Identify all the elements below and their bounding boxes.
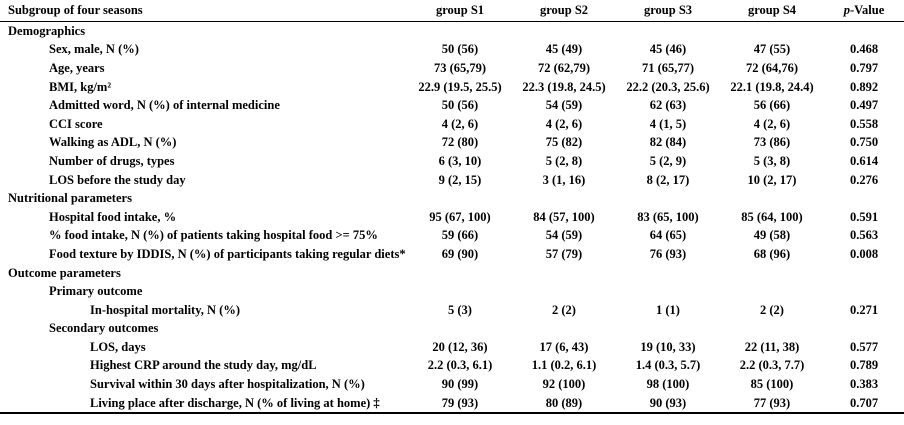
col-header-group-s1: group S1 (408, 0, 512, 22)
cell-group-s3: 71 (65,77) (641, 60, 695, 75)
cell-group-s4 (720, 22, 824, 41)
table-row (0, 152, 904, 171)
cell-pvalue: 0.591 (849, 209, 879, 224)
table-row (0, 59, 904, 78)
cell-group-s3: 19 (10, 33) (640, 339, 696, 354)
section-label: Nutritional parameters (8, 191, 132, 206)
row-label: In-hospital mortality, N (%) (90, 302, 240, 317)
cell-group-s1: 69 (90) (441, 246, 479, 261)
cell-group-s1: 4 (2, 6) (441, 116, 479, 131)
cell-group-s2: 84 (57, 100) (533, 209, 595, 224)
row-label: BMI, kg/m² (49, 79, 112, 94)
section-label: Demographics (8, 23, 86, 38)
col-header-group-s2: group S2 (512, 0, 616, 22)
pvalue-italic-p: p (843, 3, 850, 17)
row-label: Walking as ADL, N (%) (49, 135, 177, 150)
cell-group-s1: 6 (3, 10) (438, 153, 482, 168)
cell-group-s3: 5 (2, 9) (649, 153, 687, 168)
cell-group-s3: 98 (100) (646, 377, 690, 392)
table-row (0, 301, 904, 320)
cell-group-s1: 90 (99) (441, 377, 479, 392)
cell-group-s1 (408, 22, 512, 41)
cell-group-s1: 50 (56) (441, 98, 479, 113)
cell-group-s1: 50 (56) (441, 42, 479, 57)
row-label: CCI score (49, 116, 103, 131)
table-body (0, 22, 904, 414)
cell-group-s1: 72 (80) (441, 135, 479, 150)
cell-group-s2 (512, 264, 616, 283)
col-header-group-s4: group S4 (720, 0, 824, 22)
cell-group-s3: 45 (46) (649, 42, 687, 57)
cell-group-s4: 22 (11, 38) (744, 339, 800, 354)
row-label: LOS before the study day (49, 172, 186, 187)
cell-group-s3: 82 (84) (649, 135, 687, 150)
row-label: LOS, days (90, 339, 146, 354)
cell-group-s2: 75 (82) (545, 135, 583, 150)
row-label: Admitted word, N (%) of internal medicine (49, 98, 280, 113)
cell-group-s4: 2 (2) (760, 302, 784, 317)
section-row (0, 22, 904, 41)
row-label: % food intake, N (%) of patients taking hospital food >= 75% (49, 228, 378, 243)
row-label: Living place after discharge, N (% of living at home) ‡ (0, 394, 408, 414)
cell-group-s2: 2 (2) (552, 302, 576, 317)
cell-pvalue: 0.276 (849, 172, 879, 187)
pvalue-rest: -Value (849, 3, 885, 17)
cell-pvalue: 0.750 (849, 135, 879, 150)
cell-group-s2: 72 (62,79) (537, 60, 591, 75)
cell-group-s2: 80 (89) (512, 394, 616, 414)
cell-pvalue: 0.008 (849, 246, 879, 261)
cell-group-s2: 17 (6, 43) (539, 339, 589, 354)
cell-pvalue: 0.797 (849, 60, 879, 75)
cell-group-s2: 4 (2, 6) (545, 116, 583, 131)
cell-pvalue: 0.789 (849, 358, 879, 373)
cell-group-s2 (512, 189, 616, 208)
cell-group-s4: 56 (66) (753, 98, 791, 113)
cell-pvalue: 0.614 (849, 153, 879, 168)
cell-group-s3: 22.2 (20.3, 25.6) (626, 79, 710, 94)
cell-group-s1 (408, 264, 512, 283)
cell-group-s3 (616, 22, 720, 41)
table-row (0, 245, 904, 264)
cell-group-s2: 92 (100) (542, 377, 586, 392)
cell-group-s3: 76 (93) (649, 246, 687, 261)
cell-pvalue: 0.468 (849, 42, 879, 57)
cell-group-s3 (616, 320, 720, 339)
cell-group-s1 (408, 189, 512, 208)
cell-group-s3: 83 (65, 100) (637, 209, 699, 224)
section-label: Secondary outcomes (49, 321, 159, 336)
cell-group-s1: 5 (3) (448, 302, 472, 317)
cell-pvalue: 0.558 (849, 116, 879, 131)
col-header-pvalue (824, 0, 904, 22)
cell-group-s1: 73 (65,79) (433, 60, 487, 75)
cell-pvalue (824, 282, 904, 301)
cell-group-s3: 1.4 (0.3, 5.7) (635, 358, 701, 373)
cell-pvalue: 0.577 (849, 339, 879, 354)
cell-group-s4 (720, 282, 824, 301)
cell-group-s2: 45 (49) (545, 42, 583, 57)
row-label: Number of drugs, types (49, 153, 175, 168)
cell-group-s1: 79 (93) (408, 394, 512, 414)
cell-group-s1: 22.9 (19.5, 25.5) (418, 79, 502, 94)
cell-group-s1: 95 (67, 100) (429, 209, 491, 224)
cell-group-s2: 5 (2, 8) (545, 153, 583, 168)
cell-group-s4: 68 (96) (753, 246, 791, 261)
section-row (0, 189, 904, 208)
section-label: Primary outcome (49, 284, 143, 299)
cell-group-s2: 3 (1, 16) (542, 172, 586, 187)
cell-group-s3 (616, 282, 720, 301)
cell-group-s2: 54 (59) (545, 228, 583, 243)
section-label: Outcome parameters (8, 265, 121, 280)
cell-group-s4: 72 (64,76) (745, 60, 799, 75)
col-header-subgroup: Subgroup of four seasons (0, 0, 408, 22)
table-row (0, 338, 904, 357)
cell-group-s4 (720, 189, 824, 208)
cell-pvalue: 0.563 (849, 228, 879, 243)
row-label: Hospital food intake, % (49, 209, 177, 224)
table-row (0, 171, 904, 190)
row-label: Survival within 30 days after hospitalization, N (%) (90, 377, 365, 392)
cell-group-s1: 9 (2, 15) (438, 172, 482, 187)
cell-group-s4: 4 (2, 6) (753, 116, 791, 131)
cell-pvalue: 0.271 (849, 302, 879, 317)
cell-group-s2 (512, 22, 616, 41)
row-label: Highest CRP around the study day, mg/dL (90, 358, 317, 373)
cell-pvalue: 0.892 (849, 79, 879, 94)
cell-group-s4: 85 (100) (750, 377, 794, 392)
cell-group-s1 (408, 320, 512, 339)
table-row (0, 208, 904, 227)
col-header-group-s3: group S3 (616, 0, 720, 22)
cell-pvalue: 0.497 (849, 98, 879, 113)
cell-group-s2: 22.3 (19.8, 24.5) (522, 79, 606, 94)
cell-pvalue: 0.383 (849, 377, 879, 392)
table-row (0, 357, 904, 376)
cell-group-s3: 90 (93) (616, 394, 720, 414)
cell-group-s1 (408, 282, 512, 301)
cell-group-s4: 49 (58) (753, 228, 791, 243)
section-row (0, 264, 904, 283)
cell-group-s4: 22.1 (19.8, 24.4) (730, 79, 814, 94)
cell-group-s4 (720, 264, 824, 283)
cell-group-s2: 1.1 (0.2, 6.1) (531, 358, 597, 373)
cell-group-s3: 1 (1) (656, 302, 680, 317)
cell-pvalue (824, 22, 904, 41)
row-label: Food texture by IDDIS, N (%) of participants taking regular diets* (49, 246, 406, 261)
cell-group-s3 (616, 264, 720, 283)
cell-group-s3: 62 (63) (649, 98, 687, 113)
section-row (0, 320, 904, 339)
table-row (0, 115, 904, 134)
table-row (0, 134, 904, 153)
table-row (0, 96, 904, 115)
row-label: Age, years (49, 60, 105, 75)
row-label: Sex, male, N (%) (49, 42, 139, 57)
cell-pvalue: 0.707 (824, 394, 904, 414)
cell-group-s4: 2.2 (0.3, 7.7) (739, 358, 805, 373)
cell-group-s4: 73 (86) (753, 135, 791, 150)
cell-group-s3 (616, 189, 720, 208)
cell-group-s2: 57 (79) (545, 246, 583, 261)
cell-group-s1: 2.2 (0.3, 6.1) (427, 358, 493, 373)
cell-group-s3: 8 (2, 17) (646, 172, 690, 187)
table-row (0, 41, 904, 60)
cell-group-s4: 10 (2, 17) (747, 172, 797, 187)
cell-pvalue (824, 264, 904, 283)
cell-group-s4: 5 (3, 8) (753, 153, 791, 168)
table-row (0, 78, 904, 97)
cell-group-s4: 77 (93) (720, 394, 824, 414)
table-row (0, 227, 904, 246)
cell-group-s4: 85 (64, 100) (741, 209, 803, 224)
cell-group-s1: 20 (12, 36) (432, 339, 488, 354)
cell-pvalue (824, 320, 904, 339)
table-row (0, 394, 904, 414)
cell-group-s4 (720, 320, 824, 339)
cell-group-s1: 59 (66) (441, 228, 479, 243)
cell-group-s3: 64 (65) (649, 228, 687, 243)
cell-group-s3: 4 (1, 5) (649, 116, 687, 131)
table-row (0, 375, 904, 394)
cell-group-s2 (512, 320, 616, 339)
header-row (0, 0, 904, 22)
cell-pvalue (824, 189, 904, 208)
cell-group-s4: 47 (55) (753, 42, 791, 57)
section-row (0, 282, 904, 301)
cell-group-s2: 54 (59) (545, 98, 583, 113)
cell-group-s2 (512, 282, 616, 301)
